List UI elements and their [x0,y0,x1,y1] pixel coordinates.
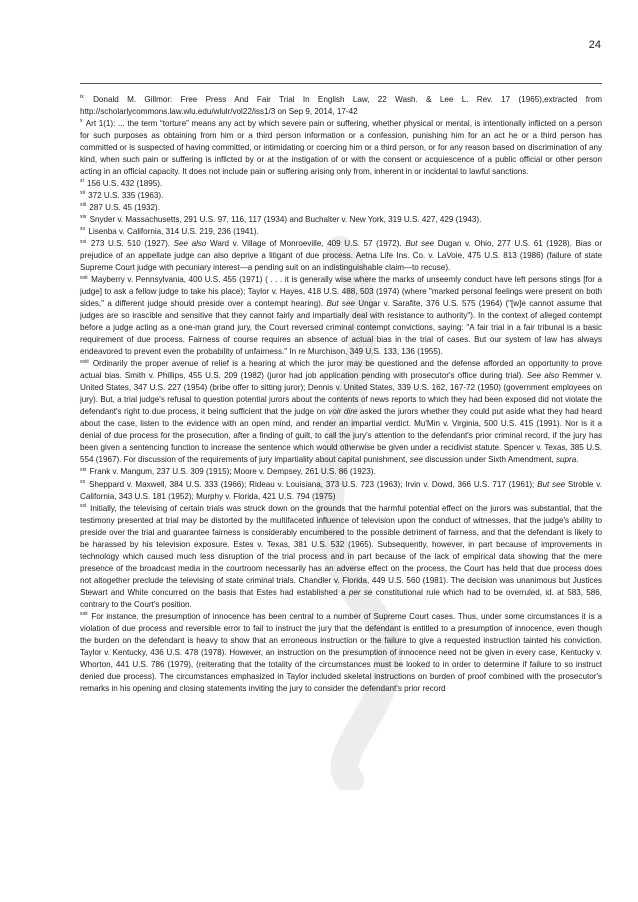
footnotes-section [80,94,602,695]
footnote-marker: xxii [80,610,88,617]
footnote-text: Snyder v. Massachusetts, 291 U.S. 97, 116, 117 (1934) and Buchalter v. New York, 319 U.S. 427, 429 (1943). [87,215,482,225]
footnote-divider [80,83,602,84]
footnote-xx [80,479,602,503]
footnote-text: Frank v. Mangum, 237 U.S. 309 (1915); Moore v. Dempsey, 261 U.S. 86 (1923). [87,467,376,477]
footnote-text: Donald M. Gillmor: Free Press And Fair Trial In English Law, 22 Wash. & Lee L. Rev. 17 (1965),extracted from http://scholarlycommons.law.wlu.edu/wlulr/vol22/iss1/3 on Sep 9, 2014, 17-42 [80,95,602,117]
footnote-ix [80,94,602,118]
footnote-text: Lisenba v. California, 314 U.S. 219, 236 (1941). [86,227,259,237]
footnote-xvii [80,274,602,358]
footnote-marker: x [80,118,83,125]
footnote-marker: xii [80,190,85,197]
footnote-marker: xix [80,466,87,473]
footnote-xxi [80,503,602,611]
footnote-xix [80,466,602,478]
footnote-marker: xi [80,178,84,185]
footnote-marker: xiii [80,202,87,209]
footnote-marker: xv [80,226,86,233]
footnote-text: Art 1(1): ... the term “torture” means any act by which severe pain or suffering, whether physical or mental, is intentionally inflicted on a person for such purposes as obtaining from him or a third person information or a confession, punishing him for an act he or a third person has committed or is suspected of having committed, or intimidating or coercing him or a third person, or for any reason based on discrimination of any kind, when such pain or suffering is inflicted by or at the instigation of or with the consent or acquiescence of a public official or other person acting in an official capacity. It does not include pain or suffering arising only from, inherent in or incidental to lawful sanctions. [80,119,602,177]
footnote-marker: xxi [80,502,87,509]
footnote-text: Mayberry v. Pennsylvania, 400 U.S. 455 (1971) ( . . . it is generally wise where the marks of unseemly conduct have left persons stings [for a judge] to ask a fellow judge to take his place); Taylor v. Hayes, 418 U.S. 488, 503 (1974) (where "marked personal feelings were present on both sides," a different judge should preside over a contempt hearing). But see Ungar v. Sarafite, 376 U.S. 575 (1964) ("[w]e cannot assume that judges are so irascible and sensitive that they cannot fairly and impartially deal with resistance to authority"). In the context of alleged contempt before a judge acting as a one-man grand jury, the Court reversed criminal contempt convictions, saying: "A fair trial in a fair tribunal is a basic requirement of due process. Fairness of course requires an absence of actual bias in the trial of cases. But our system of law has always endeavored to prevent even the probability of unfairness." In re Murchison, 349 U.S. 133, 136 (1955). [80,275,602,357]
footnote-xvi [80,238,602,274]
footnote-marker: xx [80,478,86,485]
footnote-xv [80,226,602,238]
footnote-marker: xiv [80,214,87,221]
footnote-xviii [80,358,602,466]
footnote-xi [80,178,602,190]
footnote-text: 273 U.S. 510 (1927). See also Ward v. Village of Monroeville, 409 U.S. 57 (1972). But see Dugan v. Ohio, 277 U.S. 61 (1928). Bias or prejudice of an appellate judge can also deprive a litigant of due process. Aetna Life Ins. Co. v. LaVoie, 475 U.S. 813 (1986) (failure of state Supreme Court judge with pecuniary interest—a pending suit on an indistinguishable claim—to recuse). [80,239,603,273]
footnote-text: Ordinarily the proper avenue of relief is a hearing at which the juror may be questioned and the defense afforded an opportunity to prove actual bias. Smith v. Phillips, 455 U.S. 209 (1982) (juror had job application pending with prosecutor's office during trial). See also Remmer v. United States, 347 U.S. 227 (1954) (bribe offer to sitting juror); Dennis v. United States, 339 U.S. 162, 167-72 (1950) (government employees on jury). But, a trial judge's refusal to question potential jurors about the contents of news reports to which they had been exposed did not violate the defendant's right to due process, it being sufficient that the judge on voir dire asked the jurors whether they could put aside what they had heard about the case, listen to the evidence with an open mind, and render an impartial verdict. Mu'Min v. Virginia, 500 U.S. 415 (1991). Nor is it a denial of due process for the prosecution, after a finding of guilt, to call the jury's attention to the defendant's prior criminal record, if the jury has been given a sentencing function to increase the sentence which would otherwise be given under a recidivist statute. Spencer v. Texas, 385 U.S. 554 (1967). For discussion of the requirements of jury impartiality about capital punishment, see discussion under Sixth Amendment, supra. [80,359,603,465]
footnote-marker: xviii [80,358,89,365]
footnote-text: 287 U.S. 45 (1932). [87,203,160,213]
footnote-text: 372 U.S. 335 (1963). [85,191,164,201]
footnote-xii [80,190,602,202]
footnote-marker: xvi [80,238,87,245]
footnote-text: Sheppard v. Maxwell, 384 U.S. 333 (1966); Rideau v. Louisiana, 373 U.S. 723 (1963); Irvin v. Dowd, 366 U.S. 717 (1961); But see Stroble v. California, 343 U.S. 181 (1952); Murphy v. Florida, 421 U.S. 794 (1975) [80,479,602,501]
footnote-text: Initially, the televising of certain trials was struck down on the grounds that the harmful potential effect on the jurors was substantial, that the testimony presented at trial may be distorted by the multifaceted influence of television upon the conduct of witnesses, that the judge's ability to preside over the trial and guarantee fairness is considerably encumbered to the possible detriment of fairness, and that the defendant is likely to be harassed by his television exposure. Estes v. Texas, 381 U.S. 532 (1965). Subsequently, however, in part because of improvements in technology which caused much less disruption of the trial process and in part because of the lack of empirical data showing that the mere presence of the broadcast media in the courtroom necessarily has an adverse effect on the process, the Court has held that due process does not altogether preclude the televising of state criminal trials. Chandler v. Florida, 449 U.S. 560 (1981). The decision was unanimous but Justices Stewart and White concurred on the basis that Estes had established a per se constitutional rule which had to be overruled, id. at 583, 586, contrary to the Court's position. [80,503,602,609]
page-number: 24 [588,39,601,51]
footnote-marker: xvii [80,274,88,281]
footnote-xiv [80,214,602,226]
footnote-text: 156 U.S. 432 (1895). [84,179,163,189]
footnote-xiii [80,202,602,214]
footnote-text: For instance, the presumption of innocence has been central to a number of Supreme Court cases. Thus, under some circumstances it is a violation of due process and reversible error to fail to instruct the jury that the defendant is entitled to a presumption of innocence, even though the burden on the defendant is heavy to show that an erroneous instruction or the failure to give a requested instruction tainted his conviction. Taylor v. Kentucky, 436 U.S. 478 (1978). However, an instruction on the presumption of innocence need not be given in every case, Kentucky v. Whorton, 441 U.S. 786 (1979), (reiterating that the totality of the circumstances must be looked to in order to determine if failure to so instruct denied due process). The circumstances emphasized in Taylor included skeletal instructions on burden of proof combined with the prosecutor's remarks in his opening and closing statements inviting the jury to consider the defendant's prior record [80,611,602,693]
footnote-x [80,118,602,178]
footnote-marker: ix [80,94,84,101]
footnote-xxii [80,611,602,695]
